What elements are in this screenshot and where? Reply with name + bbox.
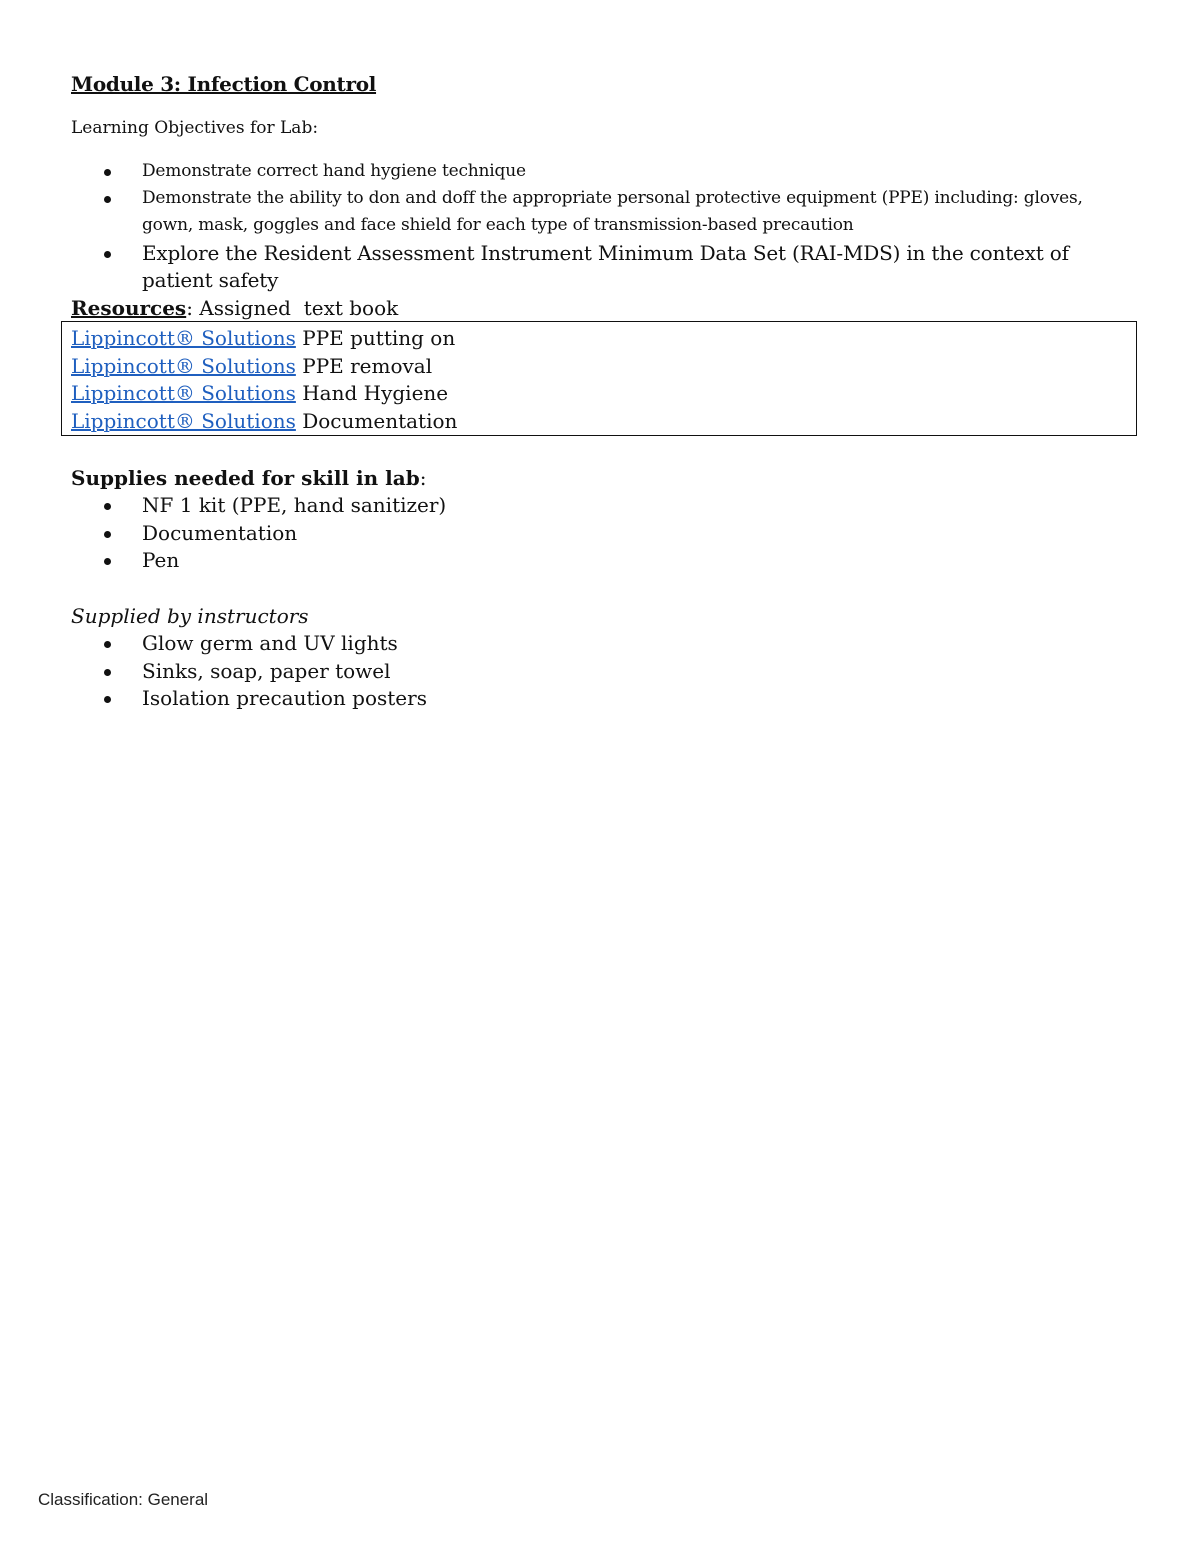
bullet-icon (104, 669, 111, 676)
supplies-heading-text: Supplies needed for skill in lab (71, 466, 420, 490)
lippincott-link[interactable]: Lippincott® Solutions (71, 354, 296, 378)
supply-text: NF 1 kit (PPE, hand sanitizer) (142, 493, 447, 517)
instructor-supply-text: Glow germ and UV lights (142, 631, 398, 655)
resource-row (71, 408, 457, 435)
supply-text: Pen (142, 548, 180, 572)
classification-footer: Classification: General (38, 1490, 209, 1509)
bullet-icon (104, 251, 111, 258)
list-item (0, 658, 1102, 686)
resource-description: Documentation (295, 409, 458, 433)
resource-description: PPE putting on (295, 326, 456, 350)
lippincott-link[interactable]: Lippincott® Solutions (71, 326, 296, 350)
bullet-icon (104, 503, 111, 510)
resources-colon: : (186, 296, 193, 320)
bullet-icon (104, 696, 111, 703)
supply-text: Documentation (142, 520, 298, 545)
bullet-icon (104, 169, 111, 176)
resources-label: Resources (71, 296, 187, 320)
bullet-icon (104, 558, 111, 565)
bullet-icon (104, 531, 111, 538)
resource-row (71, 380, 448, 407)
resource-row (71, 325, 455, 352)
learning-objectives-list (0, 158, 1102, 294)
instructor-supply-text: Sinks, soap, paper towel (142, 658, 391, 683)
instructor-supply-text: Isolation precaution posters (142, 686, 427, 710)
resources-text: Assigned text book (192, 296, 399, 320)
supplies-heading-colon: : (419, 466, 427, 490)
instructors-heading: Supplied by instructors (71, 604, 309, 628)
supplies-heading (71, 465, 426, 492)
instructor-supplies-list (0, 630, 1102, 713)
lippincott-link[interactable]: Lippincott® Solutions (71, 409, 296, 433)
page-title: Module 3: Infection Control (71, 72, 377, 96)
list-item (0, 685, 1102, 713)
resource-description: Hand Hygiene (295, 381, 449, 405)
bullet-icon (104, 196, 111, 203)
objective-text: Demonstrate correct hand hygiene technique (142, 161, 526, 181)
supplies-list (0, 492, 1102, 575)
list-item (0, 240, 1102, 294)
resources-line (71, 295, 398, 322)
objective-text: Demonstrate the ability to don and doff the appropriate personal protective equipment (PPE) including: gloves, gown, mask, goggles and face shield for each type of transmission-based precaution (142, 188, 1083, 235)
learning-objectives-heading: Learning Objectives for Lab: (71, 118, 319, 138)
bullet-icon (104, 641, 111, 648)
list-item (0, 158, 1102, 185)
lippincott-link[interactable]: Lippincott® Solutions (71, 381, 296, 405)
list-item (0, 520, 1102, 548)
list-item (0, 185, 1102, 239)
list-item (0, 630, 1102, 658)
list-item (0, 547, 1102, 575)
objective-text: Explore the Resident Assessment Instrument Minimum Data Set (RAI-MDS) in the context of patient safety (142, 241, 1069, 292)
resource-row (71, 353, 432, 380)
resource-description: PPE removal (295, 354, 433, 378)
list-item (0, 492, 1102, 520)
